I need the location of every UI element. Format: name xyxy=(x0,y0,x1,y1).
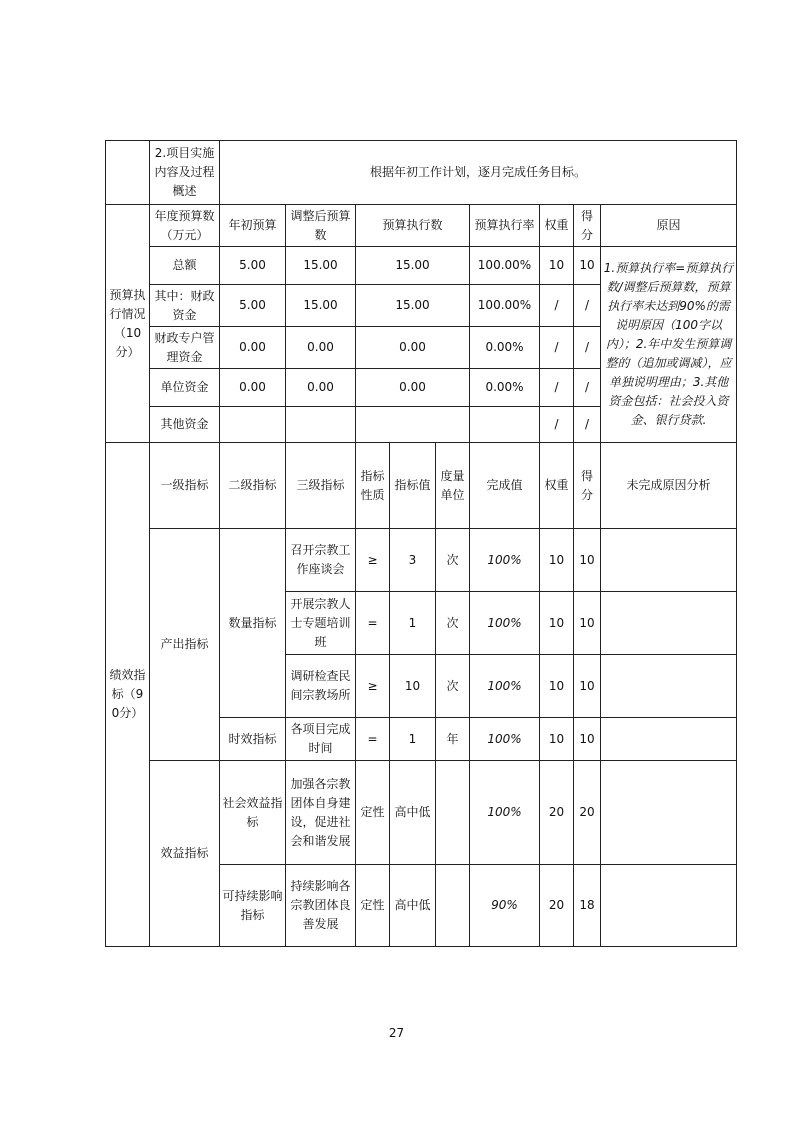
budget-row-weight: 10 xyxy=(540,247,574,285)
perf-row-value: 高中低 xyxy=(390,761,436,865)
budget-row-adjusted: 15.00 xyxy=(286,285,356,327)
implementation-row xyxy=(106,141,737,205)
budget-row-rate: 0.00% xyxy=(470,327,540,369)
budget-row-adjusted: 0.00 xyxy=(286,327,356,369)
budget-row-executed: 0.00 xyxy=(356,327,470,369)
perf-row-nature: 定性 xyxy=(356,761,390,865)
budget-row-initial xyxy=(220,407,286,443)
budget-row-initial: 5.00 xyxy=(220,285,286,327)
budget-row-initial: 0.00 xyxy=(220,327,286,369)
perf-row-score: 10 xyxy=(574,718,601,761)
perf-row-unit xyxy=(436,865,470,947)
perf-header-value: 指标值 xyxy=(390,443,436,529)
perf-row-analysis xyxy=(601,865,737,947)
perf-row-analysis xyxy=(601,718,737,761)
budget-reason-note: 1.预算执行率=预算执行数/调整后预算数，预算执行率未达到90%的需说明原因（100字以内）；2.年中发生预算调整的（追加或调减），应单独说明理由；3.其他资金包括：社会投入资金、银行贷款. xyxy=(601,247,737,443)
budget-row-executed: 15.00 xyxy=(356,247,470,285)
output-indicator-label: 产出指标 xyxy=(150,529,220,761)
perf-row-score: 10 xyxy=(574,529,601,592)
perf-row-unit: 次 xyxy=(436,529,470,592)
budget-row-initial: 0.00 xyxy=(220,369,286,407)
budget-row-name: 单位资金 xyxy=(150,369,220,407)
budget-header-row xyxy=(106,205,737,247)
budget-section-label: 预算执行情况（10分） xyxy=(106,205,150,443)
perf-row-value: 10 xyxy=(390,655,436,718)
corner-cell xyxy=(106,141,150,205)
budget-row-rate: 100.00% xyxy=(470,247,540,285)
budget-row-score: / xyxy=(574,327,601,369)
perf-header-level3: 三级指标 xyxy=(286,443,356,529)
budget-header-reason: 原因 xyxy=(601,205,737,247)
performance-header-row xyxy=(106,443,737,529)
perf-header-score: 得分 xyxy=(574,443,601,529)
budget-header-score: 得分 xyxy=(574,205,601,247)
perf-row-level3: 开展宗教人士专题培训班 xyxy=(286,592,356,655)
perf-row-weight: 10 xyxy=(540,592,574,655)
perf-row-analysis xyxy=(601,655,737,718)
implementation-content: 根据年初工作计划，逐月完成任务目标。 xyxy=(220,141,737,205)
perf-row-completed: 100% xyxy=(470,529,540,592)
perf-row-unit: 次 xyxy=(436,592,470,655)
perf-row-analysis xyxy=(601,529,737,592)
perf-row-weight: 10 xyxy=(540,718,574,761)
budget-header-weight: 权重 xyxy=(540,205,574,247)
perf-header-analysis: 未完成原因分析 xyxy=(601,443,737,529)
perf-row-score: 10 xyxy=(574,592,601,655)
perf-row-weight: 10 xyxy=(540,655,574,718)
perf-row-completed: 100% xyxy=(470,592,540,655)
budget-header-executed: 预算执行数 xyxy=(356,205,470,247)
performance-section-label: 绩效指标（90分） xyxy=(106,443,150,947)
budget-row-score: / xyxy=(574,369,601,407)
social-benefit-label: 社会效益指标 xyxy=(220,761,286,865)
budget-row-rate xyxy=(470,407,540,443)
perf-row-level3: 持续影响各宗教团体良善发展 xyxy=(286,865,356,947)
perf-row-unit xyxy=(436,761,470,865)
perf-row-analysis xyxy=(601,761,737,865)
perf-header-completed: 完成值 xyxy=(470,443,540,529)
budget-header-adjusted: 调整后预算数 xyxy=(286,205,356,247)
perf-row-weight: 10 xyxy=(540,529,574,592)
perf-row-nature: ≥ xyxy=(356,655,390,718)
budget-row-score: 10 xyxy=(574,247,601,285)
perf-row-score: 10 xyxy=(574,655,601,718)
budget-row-weight: / xyxy=(540,407,574,443)
perf-header-nature: 指标性质 xyxy=(356,443,390,529)
perf-row-value: 1 xyxy=(390,592,436,655)
quantity-indicator-label: 数量指标 xyxy=(220,529,286,718)
perf-row-score: 18 xyxy=(574,865,601,947)
perf-row-level3: 召开宗教工作座谈会 xyxy=(286,529,356,592)
budget-row-weight: / xyxy=(540,327,574,369)
budget-row-executed: 0.00 xyxy=(356,369,470,407)
budget-row xyxy=(106,247,737,285)
perf-header-weight: 权重 xyxy=(540,443,574,529)
perf-row-nature: = xyxy=(356,592,390,655)
perf-row-value: 高中低 xyxy=(390,865,436,947)
budget-row-name: 财政专户管理资金 xyxy=(150,327,220,369)
perf-row-nature: ≥ xyxy=(356,529,390,592)
performance-evaluation-table xyxy=(105,140,737,947)
perf-row-nature: = xyxy=(356,718,390,761)
budget-row-rate: 100.00% xyxy=(470,285,540,327)
perf-row-level3: 各项目完成时间 xyxy=(286,718,356,761)
benefit-indicator-label: 效益指标 xyxy=(150,761,220,947)
budget-row-initial: 5.00 xyxy=(220,247,286,285)
perf-row-completed: 100% xyxy=(470,655,540,718)
perf-header-level1: 一级指标 xyxy=(150,443,220,529)
perf-row-completed: 100% xyxy=(470,761,540,865)
perf-row-score: 20 xyxy=(574,761,601,865)
budget-row-executed: 15.00 xyxy=(356,285,470,327)
perf-row-completed: 90% xyxy=(470,865,540,947)
budget-row-adjusted xyxy=(286,407,356,443)
budget-header-initial: 年初预算 xyxy=(220,205,286,247)
budget-header-rate: 预算执行率 xyxy=(470,205,540,247)
perf-row-analysis xyxy=(601,592,737,655)
performance-row xyxy=(106,529,737,592)
budget-row-rate: 0.00% xyxy=(470,369,540,407)
budget-row-name: 总额 xyxy=(150,247,220,285)
implementation-label: 2.项目实施内容及过程概述 xyxy=(150,141,220,205)
budget-row-score: / xyxy=(574,407,601,443)
perf-row-value: 3 xyxy=(390,529,436,592)
budget-row-adjusted: 0.00 xyxy=(286,369,356,407)
budget-header-annual: 年度预算数（万元） xyxy=(150,205,220,247)
perf-header-level2: 二级指标 xyxy=(220,443,286,529)
budget-row-adjusted: 15.00 xyxy=(286,247,356,285)
perf-row-unit: 次 xyxy=(436,655,470,718)
perf-header-unit: 度量单位 xyxy=(436,443,470,529)
perf-row-completed: 100% xyxy=(470,718,540,761)
performance-row xyxy=(106,761,737,865)
budget-row-score: / xyxy=(574,285,601,327)
budget-row-executed xyxy=(356,407,470,443)
perf-row-level3: 加强各宗教团体自身建设，促进社会和谐发展 xyxy=(286,761,356,865)
page-number: 27 xyxy=(388,1026,405,1040)
perf-row-value: 1 xyxy=(390,718,436,761)
timeliness-indicator-label: 时效指标 xyxy=(220,718,286,761)
perf-row-nature: 定性 xyxy=(356,865,390,947)
budget-row-name: 其他资金 xyxy=(150,407,220,443)
perf-row-unit: 年 xyxy=(436,718,470,761)
budget-row-weight: / xyxy=(540,369,574,407)
perf-row-weight: 20 xyxy=(540,865,574,947)
sustain-impact-label: 可持续影响指标 xyxy=(220,865,286,947)
budget-row-weight: / xyxy=(540,285,574,327)
perf-row-weight: 20 xyxy=(540,761,574,865)
perf-row-level3: 调研检查民间宗教场所 xyxy=(286,655,356,718)
budget-row-name: 其中：财政资金 xyxy=(150,285,220,327)
